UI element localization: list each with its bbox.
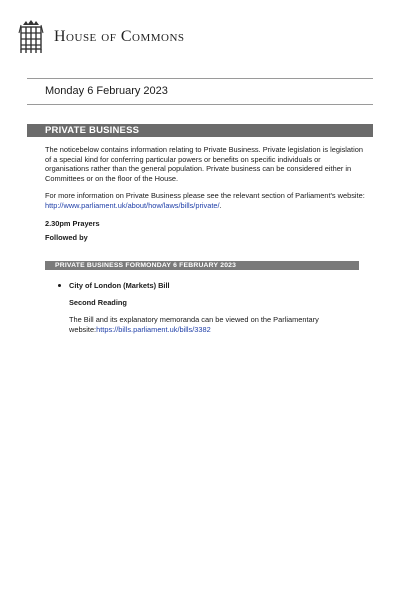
bill-details — [69, 298, 358, 335]
intro-paragraph: The noticebelow contains information relating to Private Business. Private legislation is legislation of a special kind for conferring particular powers or benefits on specific individuals or organisations rather than the general population. Private business can be considered either in Committees or on the floor of the House. — [45, 145, 363, 183]
bottom-divider — [27, 104, 373, 105]
followed-by-line: Followed by — [45, 233, 88, 243]
private-business-link[interactable]: http://www.parliament.uk/about/how/laws/bills/private/ — [45, 200, 220, 210]
bullet-icon — [58, 284, 61, 287]
portcullis-icon — [18, 19, 44, 55]
more-info-paragraph — [45, 191, 365, 210]
section-content — [45, 145, 365, 248]
prayers-line: 2.30pm Prayers — [45, 218, 100, 228]
bill-stage: Second Reading — [69, 297, 127, 307]
bill-title: City of London (Markets) Bill — [69, 281, 170, 290]
bill-description-row — [69, 315, 358, 334]
subsection-title: PRIVATE BUSINESS FORMONDAY 6 FEBRUARY 2023 — [55, 262, 237, 269]
bill-title-row — [58, 281, 358, 291]
section-title: PRIVATE BUSINESS — [45, 125, 140, 136]
list-item — [58, 281, 358, 334]
sitting-date: Monday 6 February 2023 — [45, 85, 168, 97]
more-info-end: . — [219, 200, 222, 210]
more-info-text: For more information on Private Business please see the relevant section of Parliament's website: — [45, 191, 365, 201]
bill-description: The Bill and its explanatory memoranda can be viewed on the Parliamentary website: — [69, 315, 319, 334]
section-heading-bar — [27, 124, 373, 137]
bill-link[interactable]: https://bills.parliament.uk/bills/3382 — [96, 324, 211, 334]
subsection-heading-bar — [45, 261, 359, 270]
top-divider — [27, 78, 373, 79]
house-title: House of Commons — [54, 28, 185, 45]
page-header — [18, 17, 185, 57]
